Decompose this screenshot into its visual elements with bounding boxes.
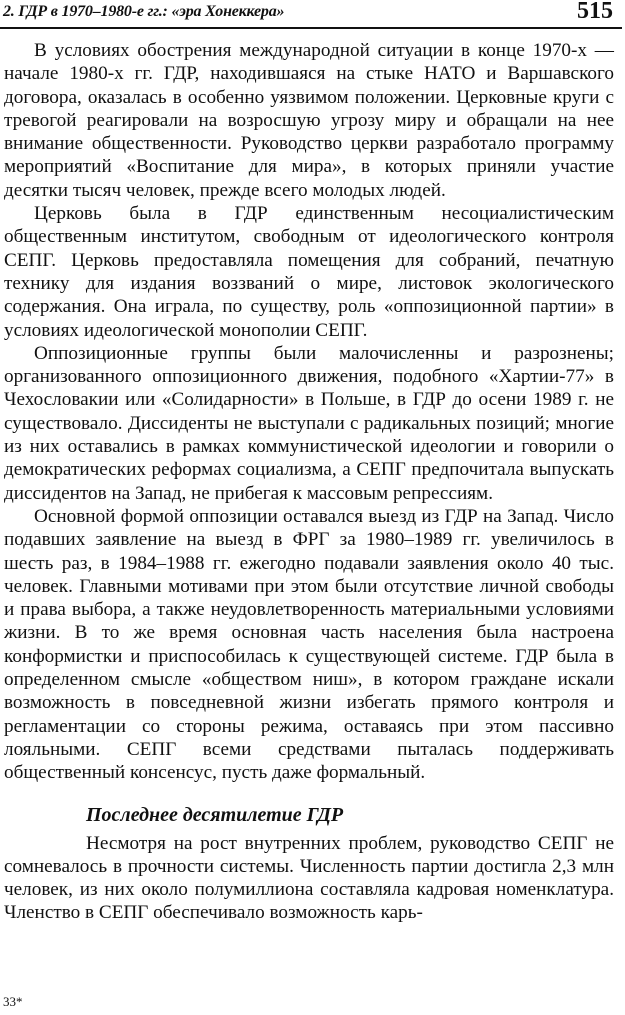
section-heading: Последнее десятилетие ГДР (86, 803, 344, 826)
paragraph-5: Несмотря на рост внутренних проблем, руководство СЕПГ не сомневалось в прочности системы. Численность партии достигла 2,3 млн человек, из них около полумиллиона составляла кадровая номенклатура. Членство в СЕПГ обеспечивало возможность карь- (4, 832, 614, 924)
page-number: 515 (577, 0, 613, 24)
signature-mark: 33* (3, 994, 23, 1009)
paragraph-4: Основной формой оппозиции оставался выезд из ГДР на Запад. Число подавших заявление на выезд в ФРГ за 1980–1989 гг. увеличилось в шесть раз, в 1984–1988 гг. ежегодно подавали заявления около 40 тыс. человек. Главными мотивами при этом были отсутствие личной свободы и права выбора, а также неудовлетворенность материальными условиями жизни. В то же время основная часть населения была настроена конформистки и приспособилась к существующей системе. ГДР была в определенном смысле «обществом ниш», в котором граждане искали возможность в повседневной жизни избегать прямого контроля и регламентации со стороны режима, оставаясь при этом пассивно лояльными. СЕПГ всеми средствами пыталась поддерживать общественный консенсус, пусть даже формальный. (4, 505, 614, 784)
paragraph-2: Церковь была в ГДР единственным несоциалистическим общественным институтом, свободным от идеологического контроля СЕПГ. Церковь предоставляла помещения для собраний, печатную технику для издания воззваний о мире, листовок экологического содержания. Она играла, по существу, роль «оппозиционной партии» в условиях идеологической монополии СЕПГ. (4, 203, 614, 341)
running-head: 2. ГДР в 1970–1980-е гг.: «эра Хонеккера» (3, 3, 285, 20)
header-rule (0, 27, 622, 29)
paragraph-3: Оппозиционные группы были малочисленны и разрознены; организованного оппозиционного движения, подобного «Хартии-77» в Чехословакии или «Солидарности» в Польше, в ГДР до осени 1989 г. не существовало. Диссиденты не выступали с радикальных позиций; многие из них оставались в рамках коммунистической идеологии и говорили о демократических реформах социализма, а СЕПГ предпочитала выпускать диссидентов на Запад, не прибегая к массовым репрессиям. (4, 342, 614, 504)
paragraph-1: В условиях обострения международной ситуации в конце 1970-х — начале 1980-х гг. ГДР, находившаяся на стыке НАТО и Варшавского договора, оказалась в особенно уязвимом положении. Церковные круги с тревогой реагировали на возросшую угрозу миру и обращали на нее внимание общественности. Руководство церкви разработало программу мероприятий «Воспитание для мира», в которых приняли участие десятки тысяч человек, прежде всего молодых людей. (4, 40, 614, 201)
body-text (4, 39, 614, 925)
